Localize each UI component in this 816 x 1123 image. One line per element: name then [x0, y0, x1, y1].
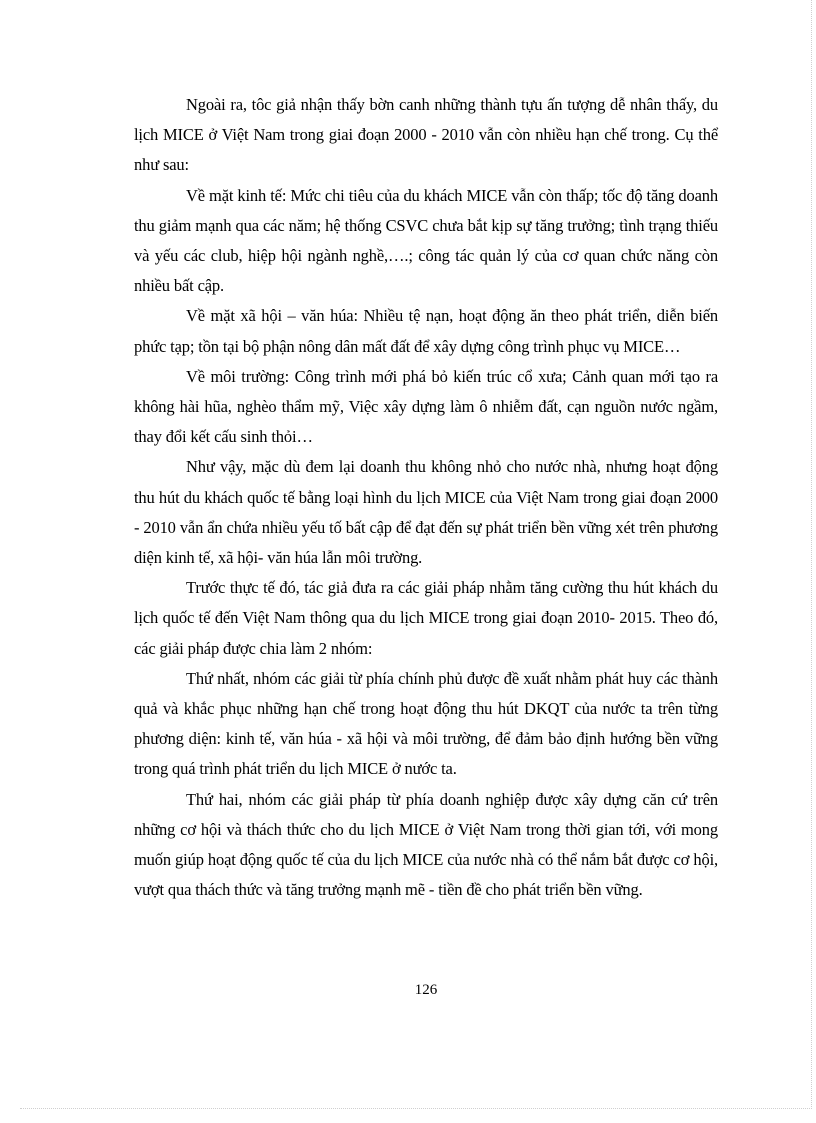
page-edge-right — [811, 0, 812, 1109]
paragraph-solutions: Trước thực tế đó, tác giả đưa ra các giải pháp nhằm tăng cường thu hút khách du lịch quốc tế đến Việt Nam thông qua du lịch MICE trong giai đoạn 2010- 2015. Theo đó, các giải pháp được chia làm 2 nhóm: — [134, 578, 718, 658]
document-body — [134, 90, 718, 905]
paragraph-first-group: Thứ nhất, nhóm các giải từ phía chính phủ được đề xuất nhằm phát huy các thành quả và khắc phục những hạn chế trong hoạt động thu hút DKQT của nước ta trên từng phương diện: kinh tế, văn húa - xã hội và môi trường, để đảm bảo định hướng bền vững trong quá trình phát triển du lịch MICE ở nước ta. — [134, 668, 718, 779]
page-number: 126 — [414, 982, 438, 998]
page-edge-bottom — [20, 1108, 812, 1109]
paragraph-second-group: Thứ hai, nhóm các giải pháp từ phía doanh nghiệp được xây dựng căn cứ trên những cơ hội và thách thức cho du lịch MICE ở Việt Nam trong thời gian tới, với mong muốn giúp hoạt động quốc tế của du lịch MICE của nước nhà có thể nắm bắt được cơ hội, vượt qua thách thức và tăng trưởng mạnh mẽ - tiền đề cho phát triển bền vững. — [134, 789, 718, 900]
paragraph-summary: Như vậy, mặc dù đem lại doanh thu không nhỏ cho nước nhà, nhưng hoạt động thu hút du khách quốc tế bằng loại hình du lịch MICE của Việt Nam trong giai đoạn 2000 - 2010 vẫn ẩn chứa nhiều yếu tố bất cập để đạt đến sự phát triển bền vững xét trên phương diện kinh tế, xã hội- văn húa lẫn môi trường. — [134, 457, 718, 568]
paragraph-social-cultural: Về mặt xã hội – văn húa: Nhiều tệ nạn, hoạt động ăn theo phát triển, diễn biến phức tạp; tồn tại bộ phận nông dân mất đất để xây dựng công trình phục vụ MICE… — [134, 306, 718, 356]
paragraph-economic: Về mặt kinh tế: Mức chi tiêu của du khách MICE vẫn còn thấp; tốc độ tăng doanh thu giảm mạnh qua các năm; hệ thống CSVC chưa bắt kịp sự tăng trưởng; tình trạng thiếu và yếu các club, hiệp hội ngành nghề,….; công tác quản lý của cơ quan chức năng còn nhiều bất cập. — [134, 185, 718, 296]
paragraph-intro: Ngoài ra, tôc giả nhận thấy bờn canh những thành tựu ấn tượng dễ nhân thấy, du lịch MICE ở Việt Nam trong giai đoạn 2000 - 2010 vẫn còn nhiều hạn chế trong. Cụ thể như sau: — [134, 95, 718, 175]
paragraph-environment: Về môi trường: Công trình mới phá bỏ kiến trúc cổ xưa; Cảnh quan mới tạo ra không hài hũa, nghèo thẩm mỹ, Việc xây dựng làm ô nhiễm đất, cạn nguồn nước ngầm, thay đổi kết cấu sinh thỏi… — [134, 366, 718, 447]
